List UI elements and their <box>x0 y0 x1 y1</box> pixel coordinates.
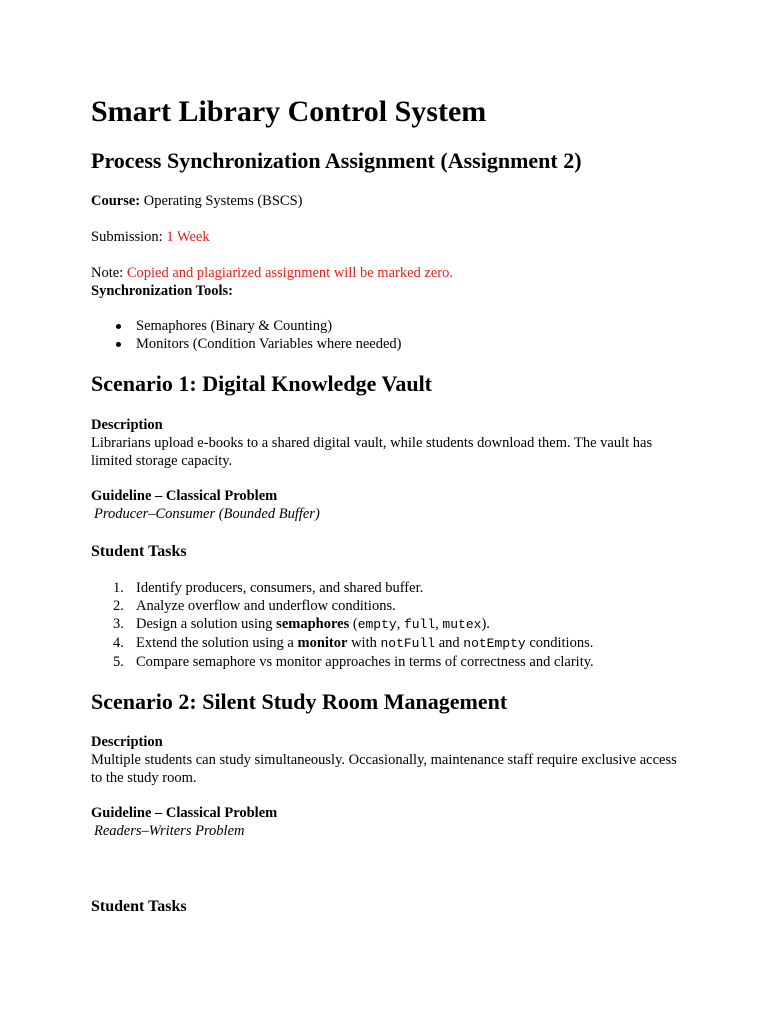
scenario2-description: Multiple students can study simultaneously. Occasionally, maintenance staff require exclusive access to the study room. <box>91 752 677 786</box>
list-item: 5. Compare semaphore vs monitor approaches in terms of correctness and clarity. <box>113 654 594 670</box>
document-title: Smart Library Control System <box>91 95 487 128</box>
scenario1-tasks-heading: Student Tasks <box>91 543 187 560</box>
list-item: Monitors (Condition Variables where needed) <box>91 335 402 353</box>
scenario1-description-label: Description <box>91 417 163 433</box>
course-value: Operating Systems (BSCS) <box>143 193 303 209</box>
scenario1-guideline: Producer–Consumer (Bounded Buffer) <box>94 506 320 522</box>
list-item: 1. Identify producers, consumers, and shared buffer. <box>113 580 424 596</box>
course-label: Course: <box>91 193 141 209</box>
tools-list <box>91 317 402 353</box>
scenario2-guideline-label: Guideline – Classical Problem <box>91 805 278 821</box>
scenario2-title: Scenario 2: Silent Study Room Management <box>91 689 508 714</box>
tools-heading: Synchronization Tools: <box>91 283 233 299</box>
list-item: 2. Analyze overflow and underflow conditions. <box>113 598 396 614</box>
note-label: Note: <box>91 265 124 281</box>
scenario1-guideline-label: Guideline – Classical Problem <box>91 488 278 504</box>
bullet-icon <box>116 324 121 329</box>
course-line <box>91 192 302 210</box>
list-item: Semaphores (Binary & Counting) <box>91 317 402 335</box>
submission-value: 1 Week <box>166 229 210 245</box>
scenario2-tasks-heading: Student Tasks <box>91 898 187 915</box>
note-value: Copied and plagiarized assignment will be marked zero. <box>126 265 453 281</box>
submission-line <box>91 228 210 246</box>
document-subtitle: Process Synchronization Assignment (Assignment 2) <box>91 148 582 173</box>
scenario1-description: Librarians upload e-books to a shared digital vault, while students download them. The vault has limited storage capacity. <box>91 435 653 469</box>
submission-label: Submission: <box>91 229 163 245</box>
list-item: 3. Design a solution using semaphores (empty, full, mutex). <box>113 616 490 632</box>
scenario1-title: Scenario 1: Digital Knowledge Vault <box>91 371 433 396</box>
scenario1-tasks-list <box>91 579 594 671</box>
list-item: 4. Extend the solution using a monitor with notFull and notEmpty conditions. <box>113 635 594 651</box>
bullet-icon <box>116 342 121 347</box>
scenario2-description-label: Description <box>91 734 163 750</box>
scenario2-guideline: Readers–Writers Problem <box>94 823 245 839</box>
note-line <box>91 264 453 282</box>
